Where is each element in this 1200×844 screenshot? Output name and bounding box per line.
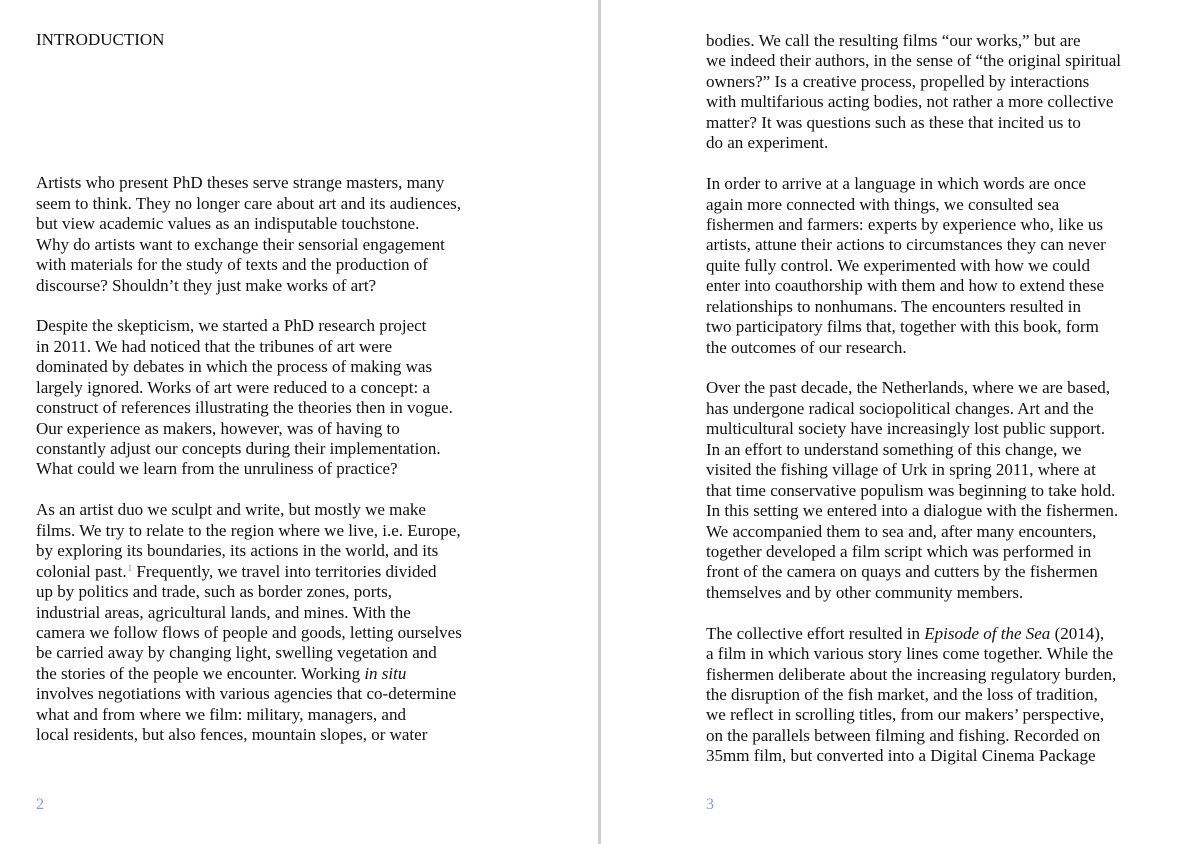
film-title: Episode of the Sea — [924, 623, 1051, 643]
text-line: we reflect in scrolling titles, from our makers’ perspective, — [706, 705, 1105, 725]
text-line — [706, 624, 1121, 644]
paragraph — [36, 500, 462, 745]
paragraph — [36, 173, 462, 296]
text-line: themselves and by other community members. — [706, 582, 1024, 602]
text-line: In an effort to understand something of this change, we — [706, 439, 1082, 459]
text-line: We accompanied them to sea and, after many encounters, — [706, 521, 1097, 541]
text-line: what and from where we film: military, managers, and — [36, 704, 406, 724]
text-line: has undergone radical sociopolitical changes. Art and the — [706, 398, 1094, 418]
right-page — [601, 0, 1200, 844]
text-line: multicultural society have increasingly lost public support. — [706, 419, 1105, 439]
text-run: colonial past. — [36, 561, 127, 581]
text-line: visited the fishing village of Urk in spring 2011, where at — [706, 460, 1096, 480]
page-number: 2 — [36, 796, 44, 813]
text-line: industrial areas, agricultural lands, and mines. With the — [36, 602, 411, 622]
text-line: As an artist duo we sculpt and write, but mostly we make — [36, 500, 426, 520]
text-line: fishermen and farmers: experts by experience who, like us — [706, 214, 1103, 234]
text-line: Over the past decade, the Netherlands, where we are based, — [706, 378, 1111, 398]
text-line: bodies. We call the resulting films “our works,” but are — [706, 31, 1081, 50]
text-line: seem to think. They no longer care about art and its audiences, — [36, 193, 462, 213]
text-line: artists, attune their actions to circumstances they can never — [706, 235, 1106, 255]
page-number: 3 — [706, 796, 714, 813]
text-line: local residents, but also fences, mountain slopes, or water — [36, 725, 428, 745]
text-line: relationships to nonhumans. The encounters resulted in — [706, 296, 1082, 316]
text-line: again more connected with things, we consulted sea — [706, 194, 1060, 214]
text-run: The collective effort resulted in — [706, 623, 925, 643]
text-line: the disruption of the fish market, and the loss of tradition, — [706, 685, 1098, 704]
text-line: constantly adjust our concepts during their implementation. — [36, 439, 441, 459]
text-run: (2014), — [1050, 623, 1105, 643]
text-line: construct of references illustrating the theories then in vogue. — [36, 398, 453, 418]
text-line: together developed a film script which was performed in — [706, 541, 1092, 561]
text-line: Why do artists want to exchange their sensorial engagement — [36, 234, 445, 254]
chapter-heading: INTRODUCTION — [36, 30, 165, 49]
text-line: by exploring its boundaries, its actions in the world, and its — [36, 541, 439, 561]
text-line — [36, 664, 462, 684]
paragraph — [706, 624, 1121, 767]
text-line: with multifarious acting bodies, not rather a more collective — [706, 92, 1114, 112]
text-line: do an experiment. — [706, 133, 829, 153]
text-line: camera we follow flows of people and goods, letting ourselves — [36, 622, 462, 642]
text-line: in 2011. We had noticed that the tribunes of art were — [36, 336, 392, 356]
text-line: but view academic values as an indisputable touchstone. — [36, 214, 420, 234]
text-line: In order to arrive at a language in which words are once — [706, 174, 1086, 194]
text-line: 35mm film, but converted into a Digital Cinema Package — [706, 746, 1096, 766]
paragraph — [36, 316, 462, 480]
paragraph — [706, 31, 1121, 154]
text-line: What could we learn from the unruliness of practice? — [36, 459, 398, 479]
text-line: dominated by debates in which the process of making was — [36, 357, 433, 377]
text-line: In this setting we entered into a dialogue with the fishermen. — [706, 501, 1119, 521]
text-run: Frequently, we travel into territories divided — [132, 561, 437, 581]
text-line: discourse? Shouldn’t they just make works of art? — [36, 275, 377, 295]
text-run: the stories of the people we encounter. Working — [36, 663, 365, 683]
text-line: front of the camera on quays and cutters by the fishermen — [706, 562, 1098, 582]
text-line: on the parallels between filming and fishing. Recorded on — [706, 725, 1101, 745]
text-line: up by politics and trade, such as border zones, ports, — [36, 582, 392, 602]
text-line: enter into coauthorship with them and how to extend these — [706, 276, 1104, 296]
paragraph — [706, 378, 1121, 603]
text-line: involves negotiations with various agencies that co-determine — [36, 684, 457, 704]
text-line: films. We try to relate to the region where we live, i.e. Europe, — [36, 520, 461, 540]
text-line: quite fully control. We experimented with how we could — [706, 255, 1091, 275]
text-line: Artists who present PhD theses serve strange masters, many — [36, 173, 445, 193]
text-line: a film in which various story lines come together. While the — [706, 644, 1114, 664]
text-line: Despite the skepticism, we started a PhD research project — [36, 316, 427, 336]
text-line: largely ignored. Works of art were reduced to a concept: a — [36, 377, 431, 397]
text-line: matter? It was questions such as these that incited us to — [706, 112, 1081, 132]
paragraph — [706, 174, 1121, 358]
left-page-text — [36, 30, 462, 746]
text-line: Our experience as makers, however, was of having to — [36, 418, 400, 438]
italic-term: in situ — [364, 663, 407, 683]
footnote-reference-link[interactable]: 1 — [127, 562, 133, 573]
text-line: we indeed their authors, in the sense of “the original spiritual — [706, 51, 1121, 71]
text-line: the outcomes of our research. — [706, 337, 907, 357]
text-line: fishermen deliberate about the increasing regulatory burden, — [706, 664, 1117, 684]
text-line: that time conservative populism was beginning to take hold. — [706, 480, 1116, 500]
text-line: owners?” Is a creative process, propelled by interactions — [706, 71, 1090, 91]
text-line — [36, 562, 462, 582]
text-line: two participatory films that, together with this book, form — [706, 317, 1099, 337]
right-page-text — [706, 31, 1121, 767]
text-line: be carried away by changing light, swelling vegetation and — [36, 643, 437, 663]
left-page — [0, 0, 598, 844]
text-line: with materials for the study of texts and the production of — [36, 255, 428, 275]
